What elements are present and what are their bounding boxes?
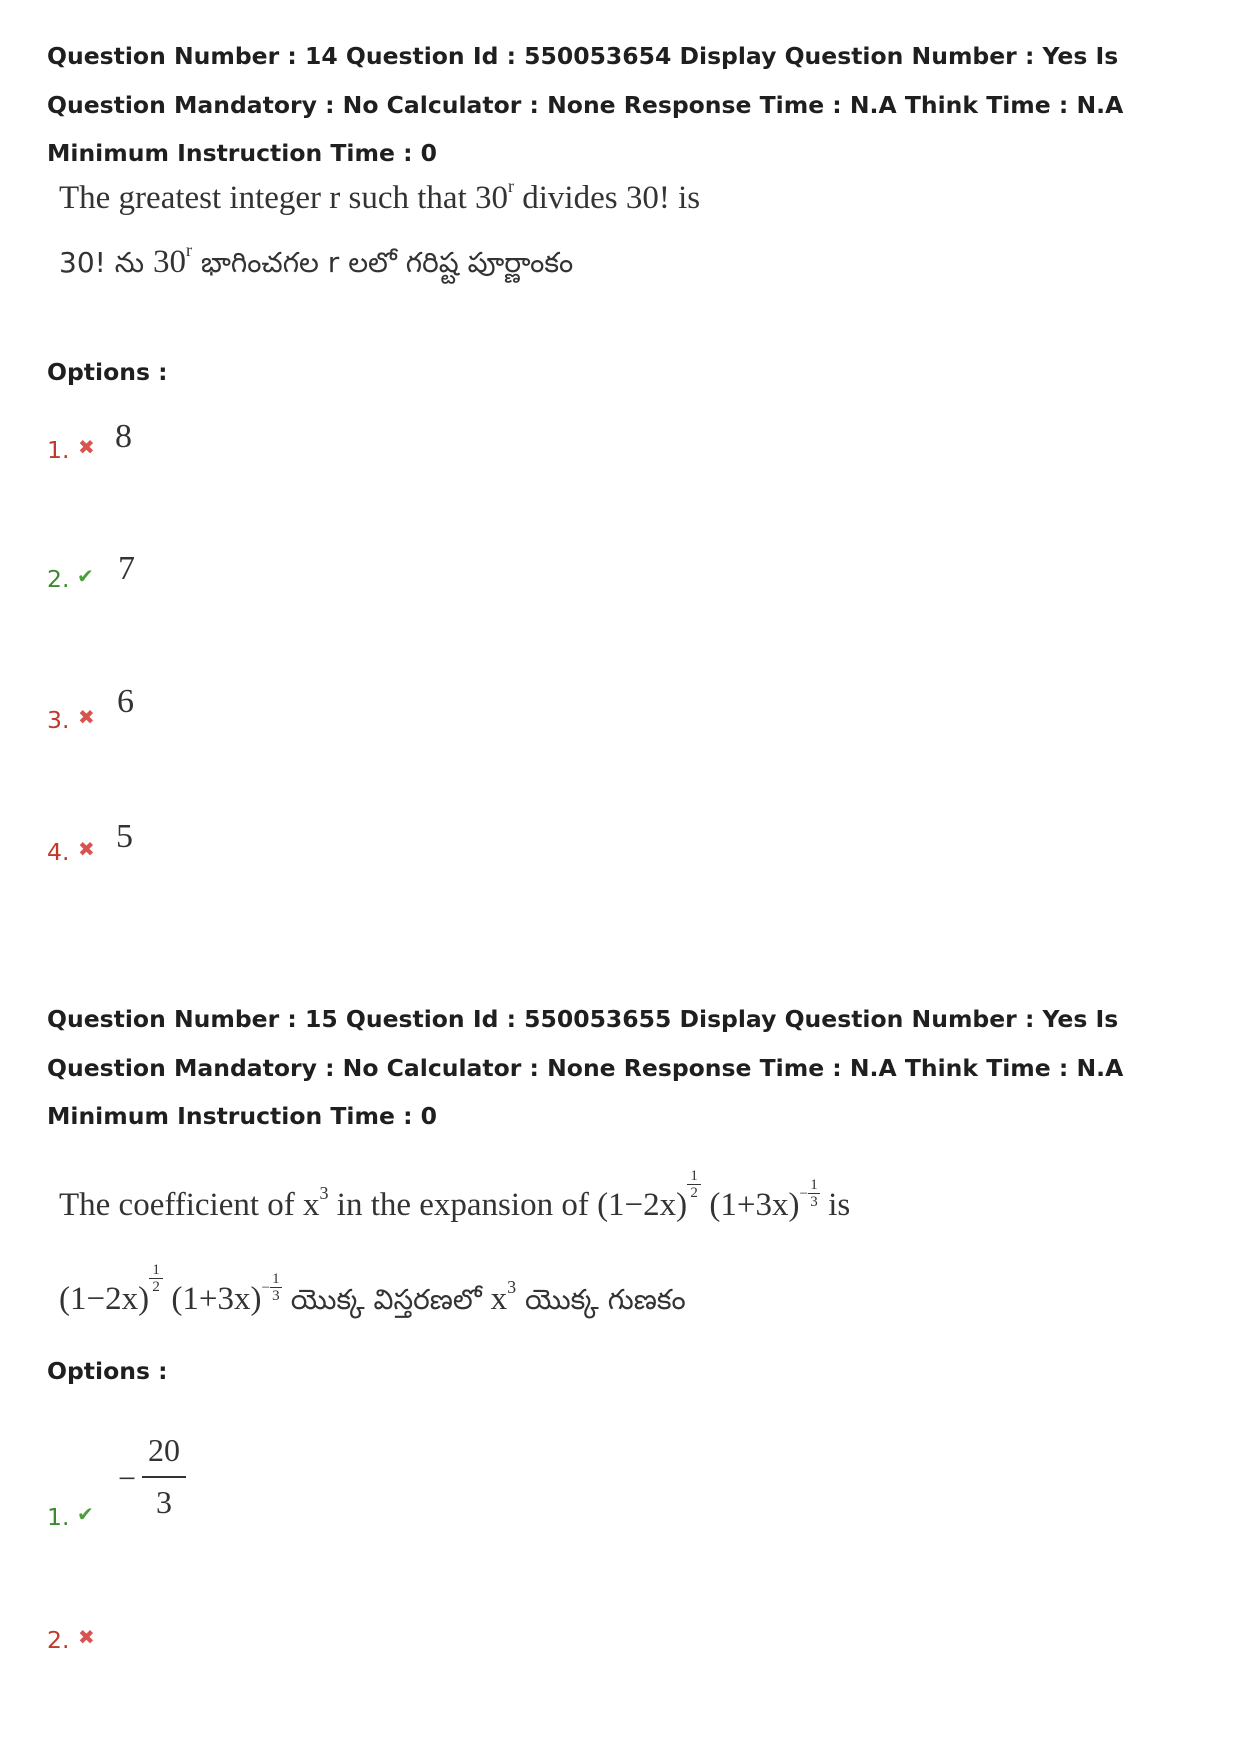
option-value: 6 (117, 683, 134, 720)
stem-text: 30! ను (59, 246, 153, 279)
exponent-fraction (687, 1168, 701, 1201)
stem-base: 30 (475, 180, 508, 216)
option-value: 5 (116, 818, 133, 855)
fraction-denominator: 3 (156, 1484, 172, 1520)
option-number: 3. (47, 706, 70, 734)
stem-exponent: r (508, 176, 514, 196)
exponent-fraction (149, 1262, 163, 1295)
stem-exponent: 3 (319, 1183, 329, 1203)
stem-text: is (819, 1187, 851, 1223)
stem-text: The coefficient of x (59, 1187, 320, 1223)
expression-b: (1+3x) (171, 1281, 262, 1317)
check-icon: ✔ (77, 564, 94, 588)
options-label: Options : (47, 358, 168, 386)
options-label: Options : (47, 1357, 168, 1385)
cross-icon: ✖ (78, 435, 95, 459)
exponent-denominator: 3 (810, 1194, 818, 1211)
exponent-denominator: 2 (152, 1279, 160, 1295)
exponent-sign: − (799, 1185, 808, 1202)
exponent-numerator: 1 (808, 1177, 820, 1194)
question-14-stem-english (59, 176, 701, 217)
option-number: 1. (47, 1503, 70, 1531)
check-icon: ✔ (77, 1502, 94, 1526)
exponent-fraction (800, 1177, 820, 1210)
question-14-meta: Question Number : 14 Question Id : 550053654 Display Question Number : Yes Is Question Mandatory : No Calculator : None Response Time : N.A Think Time : N.A Minimum Instruction Time : 0 (47, 42, 1124, 167)
expression-b: (1+3x) (709, 1187, 800, 1223)
expression-a: (1−2x) (59, 1281, 150, 1317)
stem-exponent: 3 (507, 1277, 517, 1297)
cross-icon: ✖ (78, 1625, 95, 1649)
stem-text: యొక్క విస్తరణలో (281, 1283, 491, 1316)
stem-text: in the expansion of (328, 1187, 598, 1223)
stem-exponent: r (186, 240, 192, 260)
option-number: 2. (47, 1626, 70, 1654)
option-number: 4. (47, 838, 70, 866)
stem-text: భాగించగల r లలో గరిష్ట పూర్ణాంకం (192, 246, 574, 279)
question-15-stem-english (59, 1168, 850, 1224)
fraction-numerator: 20 (148, 1432, 180, 1468)
stem-variable: x (490, 1281, 508, 1317)
option-number: 2. (47, 565, 70, 593)
expression-a: (1−2x) (597, 1187, 688, 1223)
exponent-fraction (261, 1271, 281, 1304)
option-value: 7 (118, 550, 135, 587)
cross-icon: ✖ (78, 837, 95, 861)
option-fraction-value (118, 1432, 198, 1532)
exponent-denominator: 2 (690, 1185, 698, 1201)
stem-text: divides 30! is (514, 180, 701, 216)
stem-text: The greatest integer r such that (59, 180, 475, 216)
option-number: 1. (47, 436, 70, 464)
exponent-numerator: 1 (149, 1262, 163, 1279)
question-15-stem-telugu (59, 1262, 686, 1323)
stem-base: 30 (153, 244, 186, 280)
fraction-sign: − (118, 1460, 137, 1496)
stem-text: యొక్క గుణకం (516, 1283, 686, 1316)
exponent-numerator: 1 (687, 1168, 701, 1185)
question-14-stem-telugu (59, 240, 574, 286)
exponent-denominator: 3 (272, 1288, 280, 1305)
cross-icon: ✖ (78, 705, 95, 729)
exponent-sign: − (261, 1279, 270, 1296)
exponent-numerator: 1 (270, 1271, 282, 1288)
question-15-meta: Question Number : 15 Question Id : 550053655 Display Question Number : Yes Is Question Mandatory : No Calculator : None Response Time : N.A Think Time : N.A Minimum Instruction Time : 0 (47, 1005, 1124, 1130)
option-value: 8 (115, 418, 132, 455)
fraction-bar (142, 1476, 186, 1478)
